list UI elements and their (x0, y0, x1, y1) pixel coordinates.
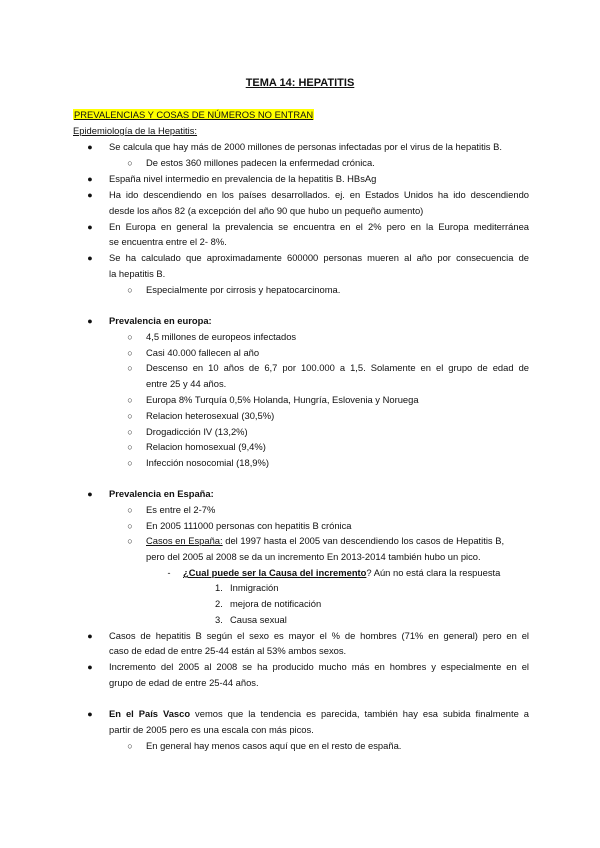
sexo-line-1: Casos de hepatitis B según el sexo es mayor el % de hombres (71% en general) pero en el (109, 630, 529, 641)
bullet-icon: ● (87, 709, 93, 719)
espana-heading: Prevalencia en España: (109, 488, 214, 499)
espana-item-3-line-2: pero del 2005 al 2008 se da un incremento En 2013-2014 también hubo un pico. (146, 551, 481, 562)
dash-icon: - (167, 568, 171, 578)
bullet-icon: ● (87, 631, 93, 641)
epi-item-3-line-1: Ha ido descendiendo en los países desarrollados. ej. en Estados Unidos ha ido descendiendo (109, 189, 529, 200)
sub-bullet-icon: ○ (127, 427, 133, 437)
pais-vasco-line-1 (109, 708, 529, 720)
europa-item: Infección nosocomial (18,9%) (146, 457, 269, 468)
bullet-icon: ● (87, 190, 93, 200)
incremento-line-1: Incremento del 2005 al 2008 se ha producido mucho más en hombres y especialmente en el (109, 661, 529, 672)
cause-number: 1. (215, 582, 223, 593)
epi-item-5-sub: Especialmente por cirrosis y hepatocarcinoma. (146, 284, 341, 295)
casos-espana-text: del 1997 hasta el 2005 van descendiendo los casos de Hepatitis B, (222, 535, 505, 546)
epi-item-5-line-2: la hepatitis B. (109, 268, 166, 279)
sub-bullet-icon: ○ (127, 411, 133, 421)
bullet-icon: ● (87, 489, 93, 499)
europa-item: Relacion homosexual (9,4%) (146, 441, 266, 452)
epi-item-4-line-2: se encuentra entre el 2- 8%. (109, 236, 227, 247)
highlighted-heading: PREVALENCIAS Y COSAS DE NÚMEROS NO ENTRAN (74, 109, 314, 120)
sub-bullet-icon: ○ (127, 741, 133, 751)
sub-bullet-icon: ○ (127, 458, 133, 468)
question-rest: ? Aún no está clara la respuesta (366, 567, 501, 578)
cause-item: Causa sexual (230, 614, 287, 625)
epi-item-2: España nivel intermedio en prevalencia de la hepatitis B. HBsAg (109, 173, 377, 184)
sub-bullet-icon: ○ (127, 521, 133, 531)
epi-item-1-sub: De estos 360 millones padecen la enfermedad crónica. (146, 157, 375, 168)
cause-number: 3. (215, 614, 223, 625)
sub-bullet-icon: ○ (127, 505, 133, 515)
sub-bullet-icon: ○ (127, 536, 133, 546)
europa-item: 4,5 millones de europeos infectados (146, 331, 297, 342)
bullet-icon: ● (87, 253, 93, 263)
sub-bullet-icon: ○ (127, 158, 133, 168)
casos-espana-label: Casos en España: (146, 535, 223, 546)
question-bold: ¿Cual puede ser la Causa del incremento (183, 567, 367, 578)
page-title: TEMA 14: HEPATITIS (245, 77, 355, 89)
pais-vasco-sub: En general hay menos casos aquí que en el resto de españa. (146, 740, 402, 751)
espana-item-1: Es entre el 2-7% (146, 504, 216, 515)
pais-vasco-line-2: partir de 2005 pero es una escala con más picos. (109, 724, 314, 735)
question-line (183, 567, 500, 579)
pais-vasco-bold: En el País Vasco (109, 708, 191, 719)
cause-item: Inmigración (230, 582, 279, 593)
sub-bullet-icon: ○ (127, 442, 133, 452)
section-heading (73, 109, 314, 121)
incremento-line-2: grupo de edad de entre 25-44 años. (109, 677, 259, 688)
sub-bullet-icon: ○ (127, 395, 133, 405)
europa-item: Europa 8% Turquía 0,5% Holanda, Hungría, Eslovenia y Noruega (146, 394, 419, 405)
cause-number: 2. (215, 598, 223, 609)
espana-item-3-line-1 (146, 535, 504, 547)
sub-bullet-icon: ○ (127, 285, 133, 295)
bullet-icon: ● (87, 174, 93, 184)
europa-item: Casi 40.000 fallecen al año (146, 347, 260, 358)
subheading: Epidemiología de la Hepatitis: (73, 125, 198, 136)
sub-bullet-icon: ○ (127, 332, 133, 342)
epi-item-5-line-1: Se ha calculado que aproximadamente 600000 personas mueren al año por consecuencia de (109, 252, 529, 263)
bullet-icon: ● (87, 222, 93, 232)
pais-vasco-rest: vemos que la tendencia es parecida, también hay esa subida finalmente a (190, 708, 529, 719)
europa-item: Drogadicción IV (13,2%) (146, 426, 248, 437)
epi-item-3-line-2: desde los años 82 (a excepción del año 90 que hubo un pequeño aumento) (109, 205, 424, 216)
bullet-icon: ● (87, 142, 93, 152)
sub-bullet-icon: ○ (127, 348, 133, 358)
bullet-icon: ● (87, 316, 93, 326)
cause-item: mejora de notificación (230, 598, 322, 609)
sexo-line-2: caso de edad de entre 25-44 están al 53% ambos sexos. (109, 645, 347, 656)
epi-item-4-line-1: En Europa en general la prevalencia se encuentra en el 2% pero en la Europa mediterránea (109, 221, 529, 232)
europa-heading: Prevalencia en europa: (109, 315, 212, 326)
sub-bullet-icon: ○ (127, 363, 133, 373)
bullet-icon: ● (87, 662, 93, 672)
europa-item-cont: entre 25 y 44 años. (146, 378, 227, 389)
europa-item: Descenso en 10 años de 6,7 por 100.000 a 1,5. Solamente en el grupo de edad de (146, 362, 529, 373)
espana-item-2: En 2005 111000 personas con hepatitis B crónica (146, 520, 352, 531)
europa-item: Relacion heterosexual (30,5%) (146, 410, 275, 421)
epi-item-1: Se calcula que hay más de 2000 millones de personas infectadas por el virus de la hepatitis B. (109, 141, 502, 152)
